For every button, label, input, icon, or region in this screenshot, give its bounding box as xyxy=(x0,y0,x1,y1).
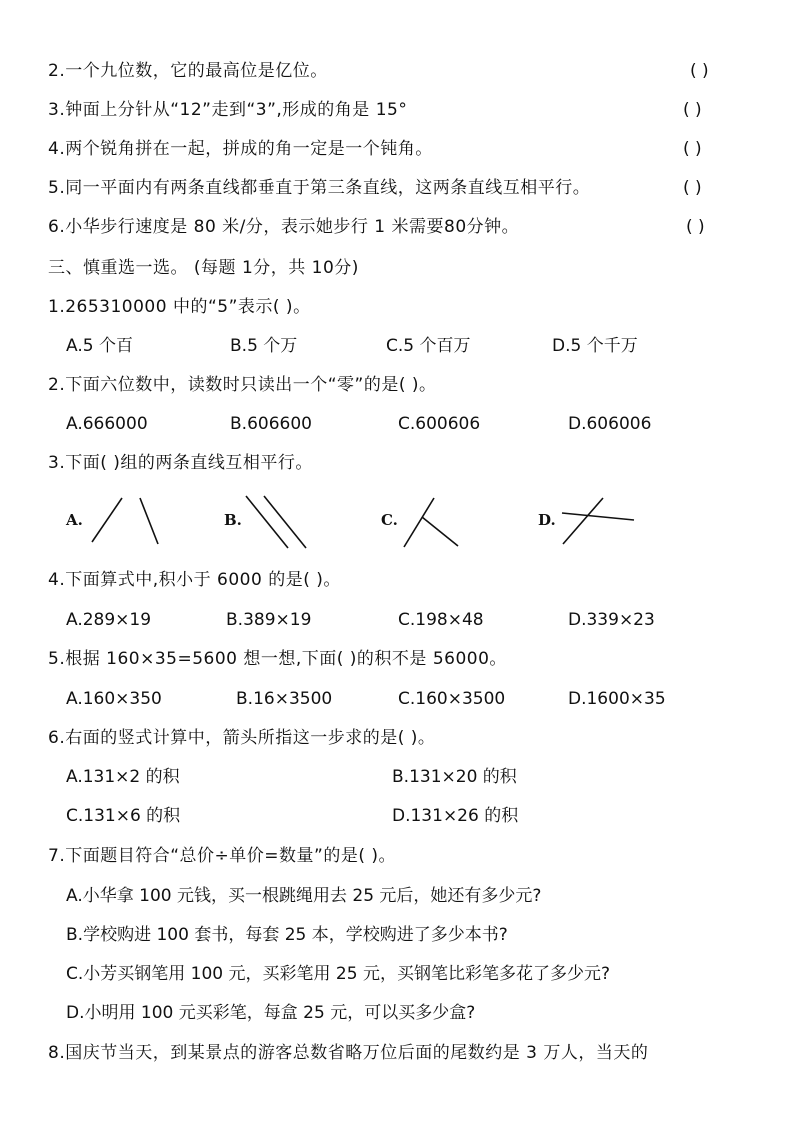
q5-option-c[interactable]: C.160×3500 xyxy=(398,689,506,709)
judge-item-2: 2.一个九位数，它的最高位是亿位。 xyxy=(48,61,328,81)
q4-option-d[interactable]: D.339×23 xyxy=(568,610,655,630)
figure-a-line-1 xyxy=(92,498,122,542)
figure-b-lines xyxy=(246,496,306,548)
answer-paren-2[interactable]: ( ) xyxy=(690,61,709,81)
q2-option-a[interactable]: A.666000 xyxy=(66,414,148,434)
q7-option-b[interactable]: B.学校购进 100 套书，每套 25 本，学校购进了多少本书? xyxy=(66,925,508,945)
figure-b-line-2 xyxy=(264,496,306,548)
question-1: 1.265310000 中的“5”表示( )。 xyxy=(48,297,311,317)
q6-option-d[interactable]: D.131×26 的积 xyxy=(392,806,519,826)
answer-paren-5[interactable]: ( ) xyxy=(683,178,702,198)
q7-option-c[interactable]: C.小芳买钢笔用 100 元，买彩笔用 25 元，买钢笔比彩笔多花了多少元? xyxy=(66,964,610,984)
q6-option-b[interactable]: B.131×20 的积 xyxy=(392,767,517,787)
answer-paren-4[interactable]: ( ) xyxy=(683,139,702,159)
q5-option-a[interactable]: A.160×350 xyxy=(66,689,162,709)
q6-option-a[interactable]: A.131×2 的积 xyxy=(66,767,180,787)
q5-option-b[interactable]: B.16×3500 xyxy=(236,689,333,709)
q1-option-b[interactable]: B.5 个万 xyxy=(230,336,298,356)
section-title: 三、慎重选一选。 (每题 1分，共 10分) xyxy=(48,258,359,278)
q3-line-figures xyxy=(0,480,794,560)
question-3: 3.下面( )组的两条直线互相平行。 xyxy=(48,453,313,473)
q1-option-c[interactable]: C.5 个百万 xyxy=(386,336,471,356)
q5-option-d[interactable]: D.1600×35 xyxy=(568,689,666,709)
q3-label-c[interactable]: C. xyxy=(381,511,398,529)
figure-c-line-2 xyxy=(422,517,458,546)
q6-option-c[interactable]: C.131×6 的积 xyxy=(66,806,181,826)
figure-d-line-1 xyxy=(563,498,603,544)
q1-option-a[interactable]: A.5 个百 xyxy=(66,336,133,356)
judge-item-3: 3.钟面上分针从“12”走到“3”,形成的角是 15° xyxy=(48,100,408,120)
question-7: 7.下面题目符合“总价÷单价=数量”的是( )。 xyxy=(48,846,396,866)
q1-option-d[interactable]: D.5 个千万 xyxy=(552,336,638,356)
q3-label-b[interactable]: B. xyxy=(224,511,242,529)
judge-item-5: 5.同一平面内有两条直线都垂直于第三条直线，这两条直线互相平行。 xyxy=(48,178,591,198)
q2-option-d[interactable]: D.606006 xyxy=(568,414,652,434)
question-2: 2.下面六位数中，读数时只读出一个“零”的是( )。 xyxy=(48,375,437,395)
answer-paren-3[interactable]: ( ) xyxy=(683,100,702,120)
q3-label-a[interactable]: A. xyxy=(66,511,83,529)
q4-option-b[interactable]: B.389×19 xyxy=(226,610,312,630)
figure-a-line-2 xyxy=(140,498,158,544)
figure-b-line-1 xyxy=(246,496,288,548)
q4-option-c[interactable]: C.198×48 xyxy=(398,610,484,630)
question-5: 5.根据 160×35=5600 想一想,下面( )的积不是 56000。 xyxy=(48,649,507,669)
q2-option-c[interactable]: C.600606 xyxy=(398,414,481,434)
figure-d-lines xyxy=(562,498,634,544)
q4-option-a[interactable]: A.289×19 xyxy=(66,610,152,630)
answer-paren-6[interactable]: ( ) xyxy=(686,217,705,237)
question-6: 6.右面的竖式计算中，箭头所指这一步求的是( )。 xyxy=(48,728,436,748)
q7-option-a[interactable]: A.小华拿 100 元钱，买一根跳绳用去 25 元后，她还有多少元? xyxy=(66,886,542,906)
q3-label-d[interactable]: D. xyxy=(538,511,556,529)
figure-a-lines xyxy=(92,498,158,544)
figure-d-line-2 xyxy=(562,513,634,520)
question-8: 8.国庆节当天，到某景点的游客总数省略万位后面的尾数约是 3 万人，当天的 xyxy=(48,1043,649,1063)
figure-c-lines xyxy=(404,498,458,547)
judge-item-6: 6.小华步行速度是 80 米/分，表示她步行 1 米需要80分钟。 xyxy=(48,217,520,237)
q7-option-d[interactable]: D.小明用 100 元买彩笔，每盒 25 元，可以买多少盒? xyxy=(66,1003,476,1023)
judge-item-4: 4.两个锐角拼在一起，拼成的角一定是一个钝角。 xyxy=(48,139,433,159)
q2-option-b[interactable]: B.606600 xyxy=(230,414,312,434)
question-4: 4.下面算式中,积小于 6000 的是( )。 xyxy=(48,570,341,590)
